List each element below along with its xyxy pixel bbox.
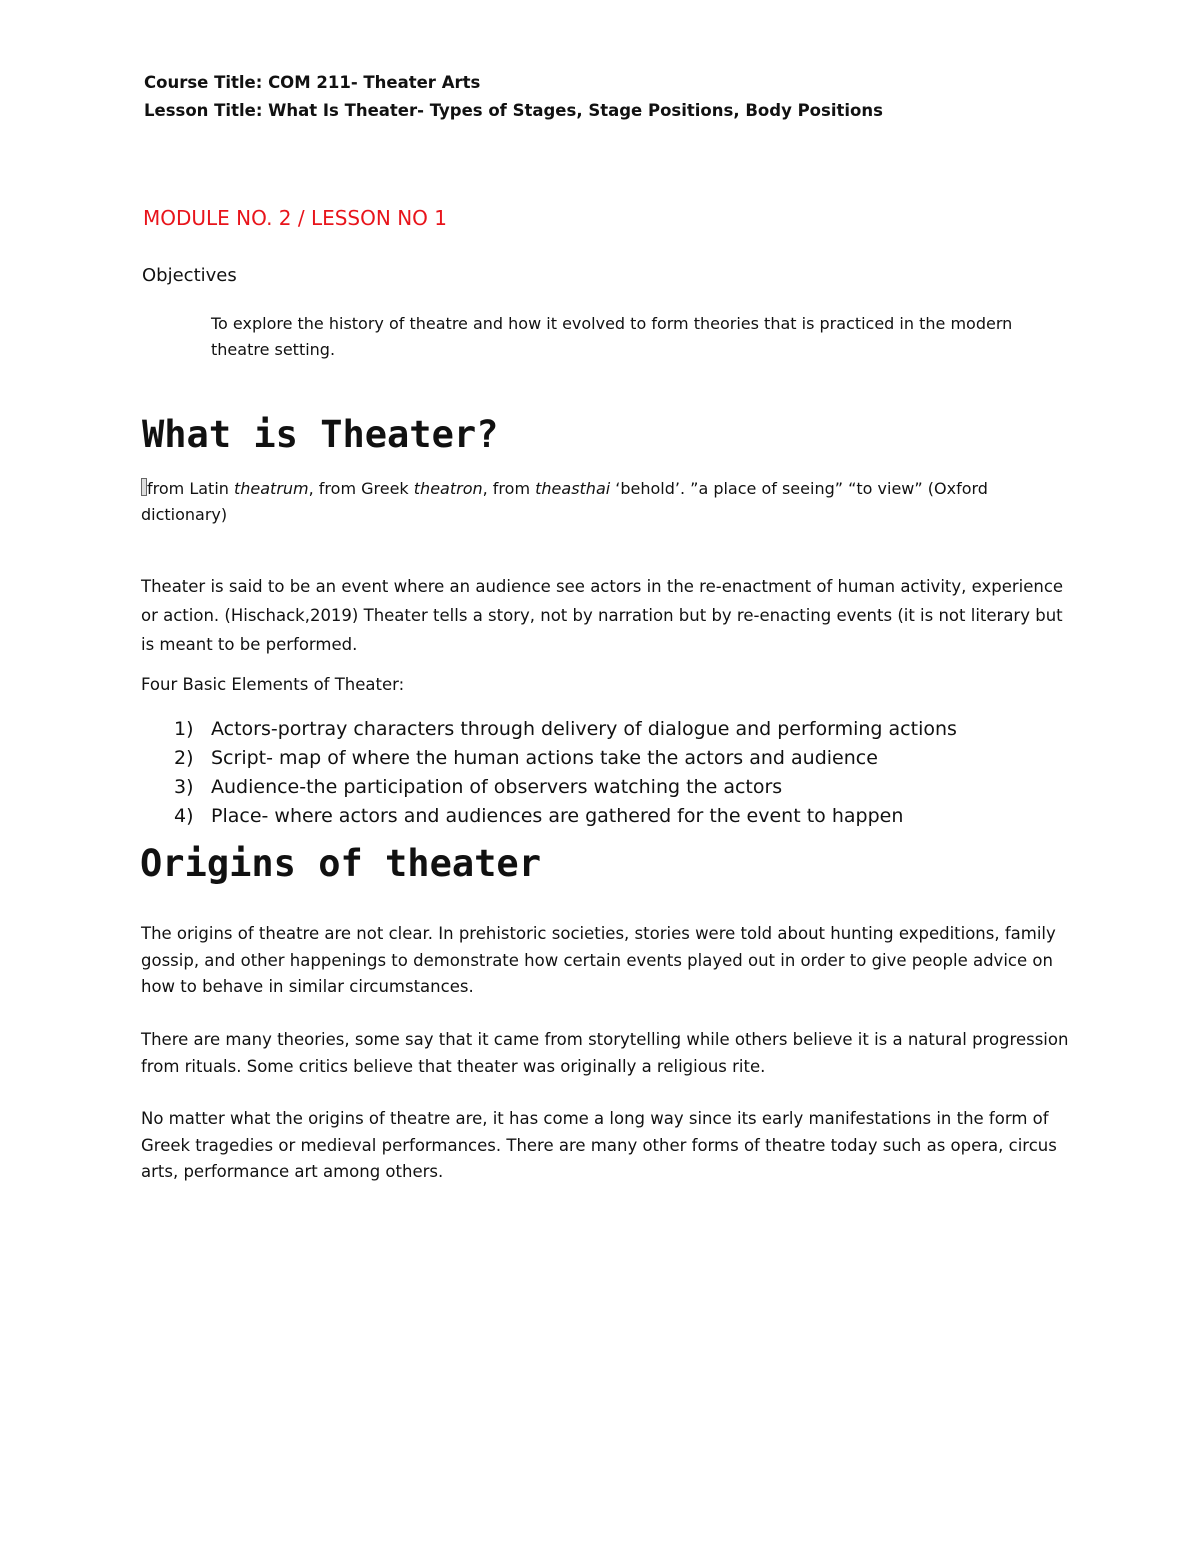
- list-number: 2): [174, 747, 194, 769]
- list-number: 1): [174, 718, 194, 740]
- lesson-title: Lesson Title: What Is Theater- Types of Stages, Stage Positions, Body Positions: [144, 101, 883, 120]
- list-item: [174, 744, 957, 773]
- etymology-word-theatron: theatron: [413, 479, 483, 498]
- elements-list: [174, 715, 957, 831]
- course-title: Course Title: COM 211- Theater Arts: [144, 73, 481, 92]
- module-heading: MODULE NO. 2 / LESSON NO 1: [143, 206, 447, 230]
- objectives-label: Objectives: [142, 265, 237, 286]
- list-item-text: Script- map of where the human actions take the actors and audience: [211, 747, 878, 769]
- origins-paragraph: There are many theories, some say that it came from storytelling while others believe it is a natural progression from rituals. Some critics believe that theater was originally a religious rite.: [141, 1030, 1069, 1076]
- etymology-text-2: , from Greek: [308, 479, 414, 498]
- list-item-text: Place- where actors and audiences are gathered for the event to happen: [211, 805, 904, 827]
- elements-label: Four Basic Elements of Theater:: [141, 675, 405, 694]
- origins-heading: Origins of theater: [140, 842, 541, 885]
- etymology-text-3: , from: [482, 479, 536, 498]
- list-item: [174, 802, 957, 831]
- etymology-text-4: ‘behold’. ”a place of seeing” “to view” (Oxford dictionary): [141, 479, 988, 524]
- origins-paragraph: The origins of theatre are not clear. In prehistoric societies, stories were told about hunting expeditions, family gossip, and other happenings to demonstrate how certain events played out in order to give people advice on how to behave in similar circumstances.: [141, 924, 1056, 996]
- what-is-theater-heading: What is Theater?: [142, 413, 499, 456]
- etymology-word-theatrum: theatrum: [233, 479, 309, 498]
- etymology-text-1: from Latin: [147, 479, 234, 498]
- list-item: [174, 715, 957, 744]
- objectives-text: To explore the history of theatre and how it evolved to form theories that is practiced in the modern theatre setting.: [211, 314, 1013, 359]
- list-number: 3): [174, 776, 194, 798]
- list-number: 4): [174, 805, 194, 827]
- list-item-text: Audience-the participation of observers watching the actors: [211, 776, 783, 798]
- list-item: [174, 773, 957, 802]
- origins-paragraph: No matter what the origins of theatre are, it has come a long way since its early manifestations in the form of Greek tragedies or medieval performances. There are many other forms of theatre today such as opera, circus arts, performance art among others.: [141, 1109, 1057, 1181]
- theater-definition: Theater is said to be an event where an audience see actors in the re-enactment of human activity, experience or action. (Hischack,2019) Theater tells a story, not by narration but by re-enacting events (it is not literary but is meant to be performed.: [141, 577, 1064, 654]
- etymology-paragraph: [141, 476, 1041, 528]
- list-item-text: Actors-portray characters through delivery of dialogue and performing actions: [211, 718, 957, 740]
- etymology-word-theasthai: theasthai: [535, 479, 611, 498]
